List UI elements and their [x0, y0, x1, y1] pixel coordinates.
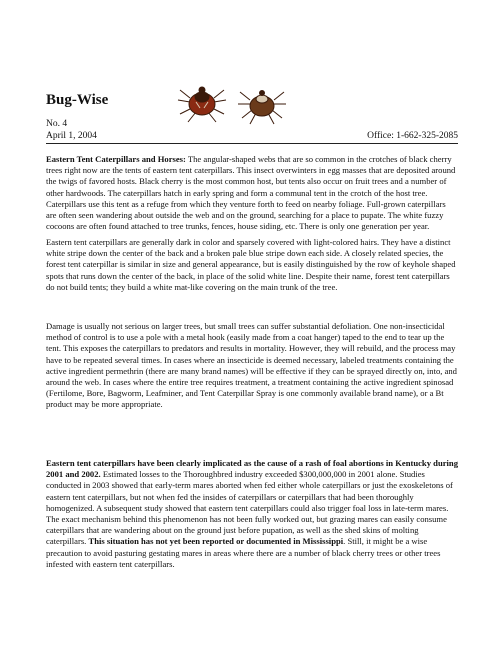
- issue-date: April 1, 2004: [46, 131, 97, 141]
- paragraph-body: Estimated losses to the Thoroughbred industry exceeded $300,000,000 in 2001 alone. Studies conducted in 2003 showed that early-term mares aborted when fed either whole caterpillars or just the exoskeletons of eastern tent caterpillars, but not when fed the insides of caterpillars or caterpillars that had been thoroughly homogenized. A subsequent study showed that eastern tent caterpillars could also trigger foal loss in late-term mares. The exact mechanism behind this phenomenon has not been fully worked out, but grazing mares can easily consume caterpillars that are wandering about on the ground just before pupation, as well as the shed skins of molting caterpillars.: [46, 469, 453, 547]
- paragraph-foal-abortions: [46, 458, 458, 570]
- paragraph-tent-caterpillars-horses: [46, 154, 458, 232]
- issue-number: No. 4: [46, 119, 68, 129]
- header-divider: [46, 143, 458, 144]
- paragraph-end: . Still, it might be a wise precaution to avoid pasturing gestating mares in areas where there are a number of black cherry trees or other trees infested with eastern tent caterpillars.: [46, 536, 441, 569]
- ticks-illustration: [176, 78, 296, 128]
- paragraph-lead-bold: Eastern tent caterpillars have been clearly implicated as the cause of a rash of foal abortions in Kentucky during 2001 and 2002.: [46, 458, 458, 480]
- newsletter-title: Bug-Wise: [46, 92, 109, 108]
- office-phone: Office: 1-662-325-2085: [367, 131, 458, 141]
- paragraph-lead: Eastern Tent Caterpillars and Horses:: [46, 154, 186, 164]
- tick-right: [238, 91, 286, 125]
- paragraph-body: The angular-shaped webs that are so common in the crotches of black cherry trees right now are the tents of eastern tent caterpillars. This insect overwinters in egg masses that are deposited around the twigs of favored hosts. Black cherry is the most common host, but tents also occur on fruit trees and a number of other hardwoods. The caterpillars hatch in early spring and form a communal tent in the crotch of the host tree. Caterpillars use this tent as a refuge from which they venture forth to feed on nearby foliage. Full-grown caterpillars are often seen wandering about outside the web and on the ground, searching for a place to pupate. The white fuzzy cocoons are often found attached to tree trunks, fences, house siding, etc. There is only one generation per year.: [46, 154, 456, 232]
- tick-left: [178, 87, 226, 122]
- mississippi-notice: This situation has not yet been reported or documented in Mississippi: [88, 536, 344, 547]
- paragraph-description: Eastern tent caterpillars are generally dark in color and sparsely covered with light-colored hairs. They have a distinct white stripe down the center of the back and a broken pale blue stripe down each side. A closely related species, the forest tent caterpillar is similar in size and general appearance, but is easily distinguished by the row of keyhole shaped spots that runs down the center of the back, in place of the solid white line. Despite their name, forest tent caterpillars do not build tents; they build a white mat-like covering on the main trunk of the tree.: [46, 237, 456, 292]
- paragraph-damage-control: Damage is usually not serious on larger trees, but small trees can suffer substantial defoliation. One non-insecticidal method of control is to use a pole with a metal hook (easily made from a coat hanger) taped to the end to tear up the tent. This exposes the caterpillars to predators and results in mortality. However, they will rebuild, and the process may have to be repeated several times. In cases where an insecticide is deemed necessary, labeled treatments containing the active ingredient permethrin (there are many brand names) will be effective if they can be sprayed directly on, into, and around the web. In cases where the entire tree requires treatment, a treatment containing the active ingredient spinosad (Fertilome, Bore, Bagworm, Leafminer, and Tent Caterpillar Spray is one commonly available brand name), or a Bt product may be more appropriate.: [46, 321, 457, 410]
